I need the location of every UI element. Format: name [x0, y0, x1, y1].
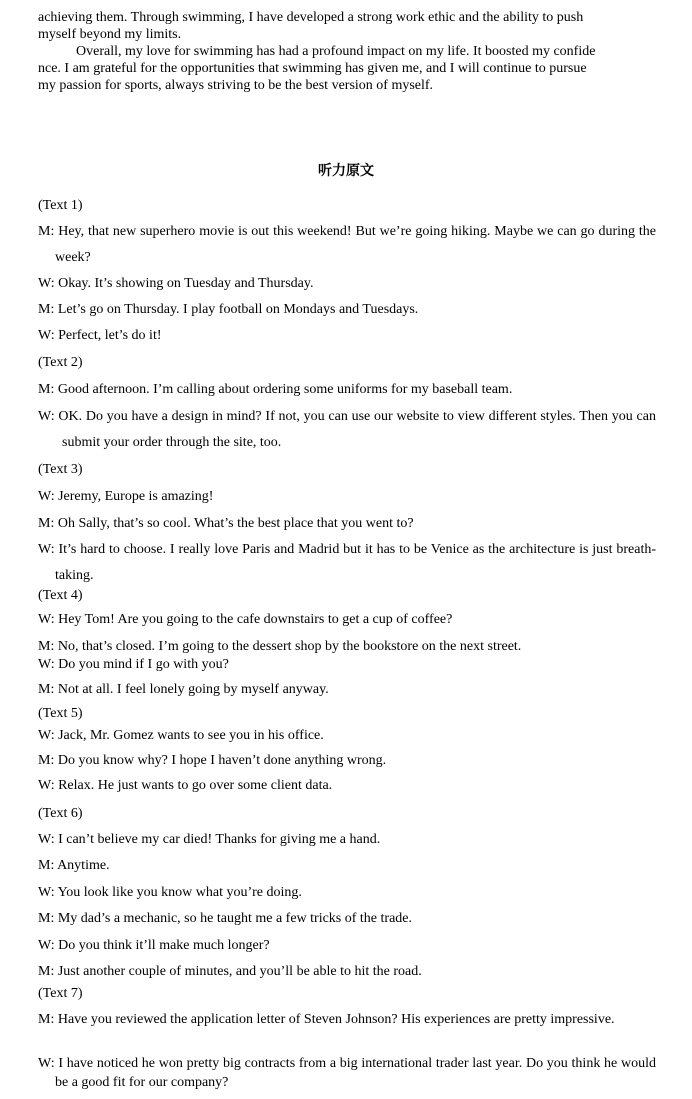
text-label-1: (Text 1)	[38, 198, 83, 213]
transcript-line: W: Relax. He just wants to go over some client data.	[38, 778, 333, 793]
transcript-line: M: Have you reviewed the application letter of Steven Johnson? His experiences are pretty impressive.	[38, 1012, 615, 1027]
transcript-line: W: Okay. It’s showing on Tuesday and Thursday.	[38, 276, 314, 291]
transcript-line: M: Hey, that new superhero movie is out this weekend! But we’re going hiking. Maybe we can go during the week?	[38, 224, 656, 265]
transcript-line: W: It’s hard to choose. I really love Paris and Madrid but it has to be Venice as the architecture is just breath-taking.	[38, 542, 656, 583]
transcript-line: W: Jack, Mr. Gomez wants to see you in his office.	[38, 728, 324, 743]
essay-line: nce. I am grateful for the opportunities that swimming has given me, and I will continue to pursue	[38, 61, 587, 76]
transcript-line: M: Good afternoon. I’m calling about ordering some uniforms for my baseball team.	[38, 382, 513, 397]
transcript-line: W: You look like you know what you’re doing.	[38, 885, 302, 900]
transcript-line: W: Hey Tom! Are you going to the cafe downstairs to get a cup of coffee?	[38, 612, 453, 627]
essay-line: myself beyond my limits.	[38, 27, 182, 42]
transcript-line: M: Let’s go on Thursday. I play football on Mondays and Tuesdays.	[38, 302, 419, 317]
transcript-line: W: Do you mind if I go with you?	[38, 657, 229, 672]
essay-line: Overall, my love for swimming has had a profound impact on my life. It boosted my confide	[76, 44, 596, 59]
transcript-line: W: Jeremy, Europe is amazing!	[38, 489, 214, 504]
text-label-5: (Text 5)	[38, 706, 83, 721]
transcript-line: W: Do you think it’ll make much longer?	[38, 938, 270, 953]
transcript-line: M: Just another couple of minutes, and you’ll be able to hit the road.	[38, 964, 422, 979]
transcript-line: M: Not at all. I feel lonely going by myself anyway.	[38, 682, 329, 697]
essay-line: my passion for sports, always striving to be the best version of myself.	[38, 78, 434, 93]
text-label-3: (Text 3)	[38, 462, 83, 477]
transcript-line: W: OK. Do you have a design in mind? If not, you can use our website to view different styles. Then you can submit your order through the site, too.	[38, 409, 656, 450]
transcript-line: M: No, that’s closed. I’m going to the dessert shop by the bookstore on the next street.	[38, 639, 522, 654]
text-label-4: (Text 4)	[38, 588, 83, 603]
transcript-line: W: I have noticed he won pretty big contracts from a big international trader last year. Do you think he would be a good fit for our company?	[38, 1056, 656, 1090]
transcript-line: M: My dad’s a mechanic, so he taught me a few tricks of the trade.	[38, 911, 412, 926]
essay-line: achieving them. Through swimming, I have developed a strong work ethic and the ability to push	[38, 10, 584, 25]
text-label-6: (Text 6)	[38, 806, 83, 821]
text-label-7: (Text 7)	[38, 986, 83, 1001]
transcript-line: M: Do you know why? I hope I haven’t done anything wrong.	[38, 753, 387, 768]
section-heading: 听力原文	[318, 163, 374, 179]
text-label-2: (Text 2)	[38, 355, 83, 370]
transcript-line: W: Perfect, let’s do it!	[38, 328, 162, 343]
transcript-line: M: Oh Sally, that’s so cool. What’s the best place that you went to?	[38, 516, 414, 531]
transcript-line: W: I can’t believe my car died! Thanks for giving me a hand.	[38, 832, 381, 847]
transcript-line: M: Anytime.	[38, 858, 110, 873]
essay-excerpt	[38, 9, 656, 94]
